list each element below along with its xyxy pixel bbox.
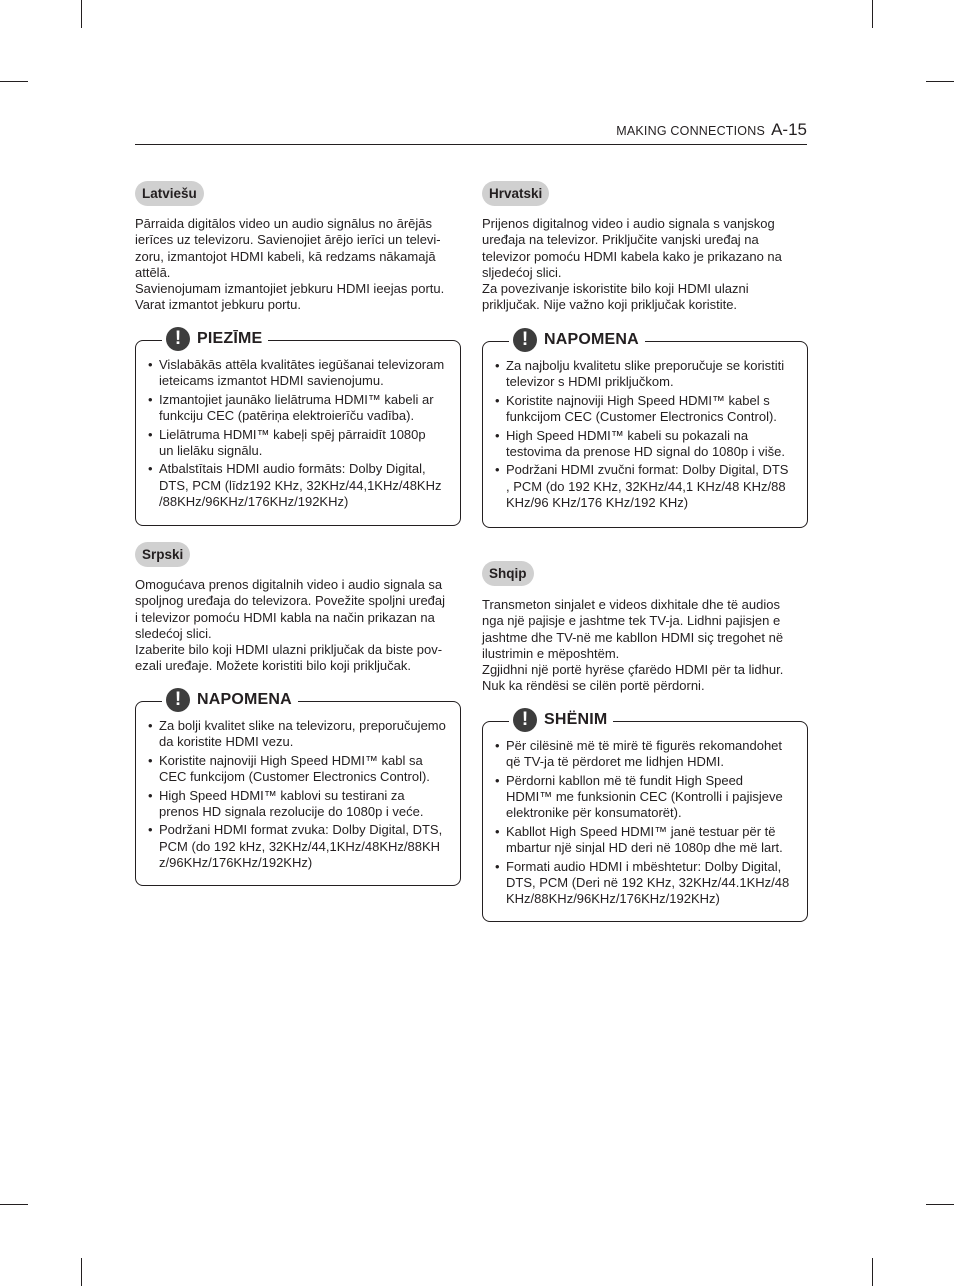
list-item: • Izmantojiet jaunāko lielātruma HDMI™ kabeli ar funkciju CEC (patēriņa elektroierīču vadība). [148,392,450,424]
note-box-albanian [482,709,808,922]
list-item: • Lielātruma HDMI™ kabeļi spēj pārraidīt 1080p un lielāku signālu. [148,427,450,459]
note-box-latvian [135,328,461,526]
note-header [162,325,268,353]
language-tag-serbian: Srpski [135,542,190,567]
note-list [495,358,797,513]
section-title: MAKING CONNECTIONS [616,124,765,138]
page-number: A-15 [771,120,807,139]
list-item: • Atbalstītais HDMI audio formāts: Dolby Digital, DTS, PCM (līdz192 KHz, 32KHz/44,1KHz/48KHz /88KHz/96KHz/176KHz/192KHz) [148,461,450,510]
list-item: • Podržani HDMI zvučni format: Dolby Digital, DTS , PCM (do 192 KHz, 32KHz/44,1 KHz/48 KHz/88 KHz/96 KHz/176 KHz/192 KHz) [495,462,797,511]
list-item: • Përdorni kabllon më të fundit High Speed HDMI™ me funksionin CEC (Kontrolli i pajisjeve elektronike për konsumatorët). [495,773,797,822]
list-item: • Podržani HDMI format zvuka: Dolby Digital, DTS, PCM (do 192 kHz, 32KHz/44,1KHz/48KHz/88KH z/96KHz/176KHz/192KHz) [148,822,450,871]
crop-mark [872,0,873,28]
list-item: • Koristite najnoviji High Speed HDMI™ kabl sa CEC funkcijom (Customer Electronics Control). [148,753,450,785]
language-tag-latvian: Latviešu [135,181,204,206]
crop-mark [926,1204,954,1205]
crop-mark [0,1204,28,1205]
note-header [162,686,298,714]
crop-mark [926,81,954,82]
note-list [148,357,450,512]
exclamation-warning-icon: ! [513,328,537,352]
list-item: • Za bolji kvalitet slike na televizoru, preporučujemo da koristite HDMI vezu. [148,718,450,750]
exclamation-warning-icon: ! [513,708,537,732]
note-title: PIEZĪME [197,330,263,347]
list-item: • Kabllot High Speed HDMI™ janë testuar për të mbartur një sinjal HD deri në 1080p dhe më lart. [495,824,797,856]
language-tag-albanian: Shqip [482,561,534,586]
note-box-serbian [135,689,461,886]
exclamation-warning-icon: ! [166,688,190,712]
crop-mark [81,1258,82,1286]
page-header [135,120,807,145]
note-list [148,718,450,873]
note-title: NAPOMENA [544,331,639,348]
crop-mark [0,81,28,82]
language-tag-croatian: Hrvatski [482,181,549,206]
note-title: NAPOMENA [197,691,292,708]
list-item: • Za najbolju kvalitetu slike preporučuje se koristiti televizor s HDMI priključkom. [495,358,797,390]
list-item: • High Speed HDMI™ kabeli su pokazali na testovima da prenose HD signal do 1080p i više. [495,428,797,460]
croatian-intro: Prijenos digitalnog video i audio signala s vanjskog uređaja na televizor. Priključite vanjski uređaj na televizor pomoću HDMI kabela kako je prikazano na sljedećoj slici. Za povezivanje iskoristite bilo koji HDMI ulazni priključak. Nije važno koji priključak koristite. [482,216,782,313]
crop-mark [81,0,82,28]
list-item: • Vislabākās attēla kvalitātes iegūšanai televizoram ieteicams izmantot HDMI savienojumu. [148,357,450,389]
list-item: • High Speed HDMI™ kablovi su testirani za prenos HD signala rezolucije do 1080p i veće. [148,788,450,820]
list-item: • Koristite najnoviji High Speed HDMI™ kabel s funkcijom CEC (Customer Electronics Control). [495,393,797,425]
crop-mark [872,1258,873,1286]
albanian-intro: Transmeton sinjalet e videos dixhitale dhe të audios nga një pajisje e jashtme tek TV-ja. Lidhni pajisjen e jashtme dhe TV-në me kabllon HDMI siç tregohet në ilustrimin e mëposhtëm. Zgjidhni një portë hyrëse çfarëdo HDMI për ta lidhur. Nuk ka rëndësi se cilën portë përdorni. [482,597,784,694]
note-header [509,326,645,354]
latvian-intro: Pārraida digitālos video un audio signālus no ārējās ierīces uz televizoru. Savienojiet ārējo ierīci un televi- zoru, izmantojot HDMI kabeli, kā redzams nākamajā attēlā. Savienojumam izmantojiet jebkuru HDMI ieejas portu. Varat izmantot jebkuru portu. [135,216,445,313]
note-list [495,738,797,910]
note-title: SHËNIM [544,711,608,728]
note-box-croatian [482,329,808,528]
note-header [509,706,613,734]
list-item: • Formati audio HDMI i mbështetur: Dolby Digital, DTS, PCM (Deri në 192 KHz, 32KHz/44.1KHz/48 KHz/88KHz/96KHz/176KHz/192KHz) [495,859,797,908]
list-item: • Për cilësinë më të mirë të figurës rekomandohet që TV-ja të përdoret me lidhjen HDMI. [495,738,797,770]
serbian-intro: Omogućava prenos digitalnih video i audio signala sa spoljnog uređaja do televizora. Povežite spoljni uređaj i televizor pomoću HDMI kabla na način prikazan na sledećoj slici. Izaberite bilo koji HDMI ulazni priključak da biste pov- ezali uređaje. Možete koristiti bilo koji priključak. [135,577,446,674]
exclamation-warning-icon: ! [166,327,190,351]
